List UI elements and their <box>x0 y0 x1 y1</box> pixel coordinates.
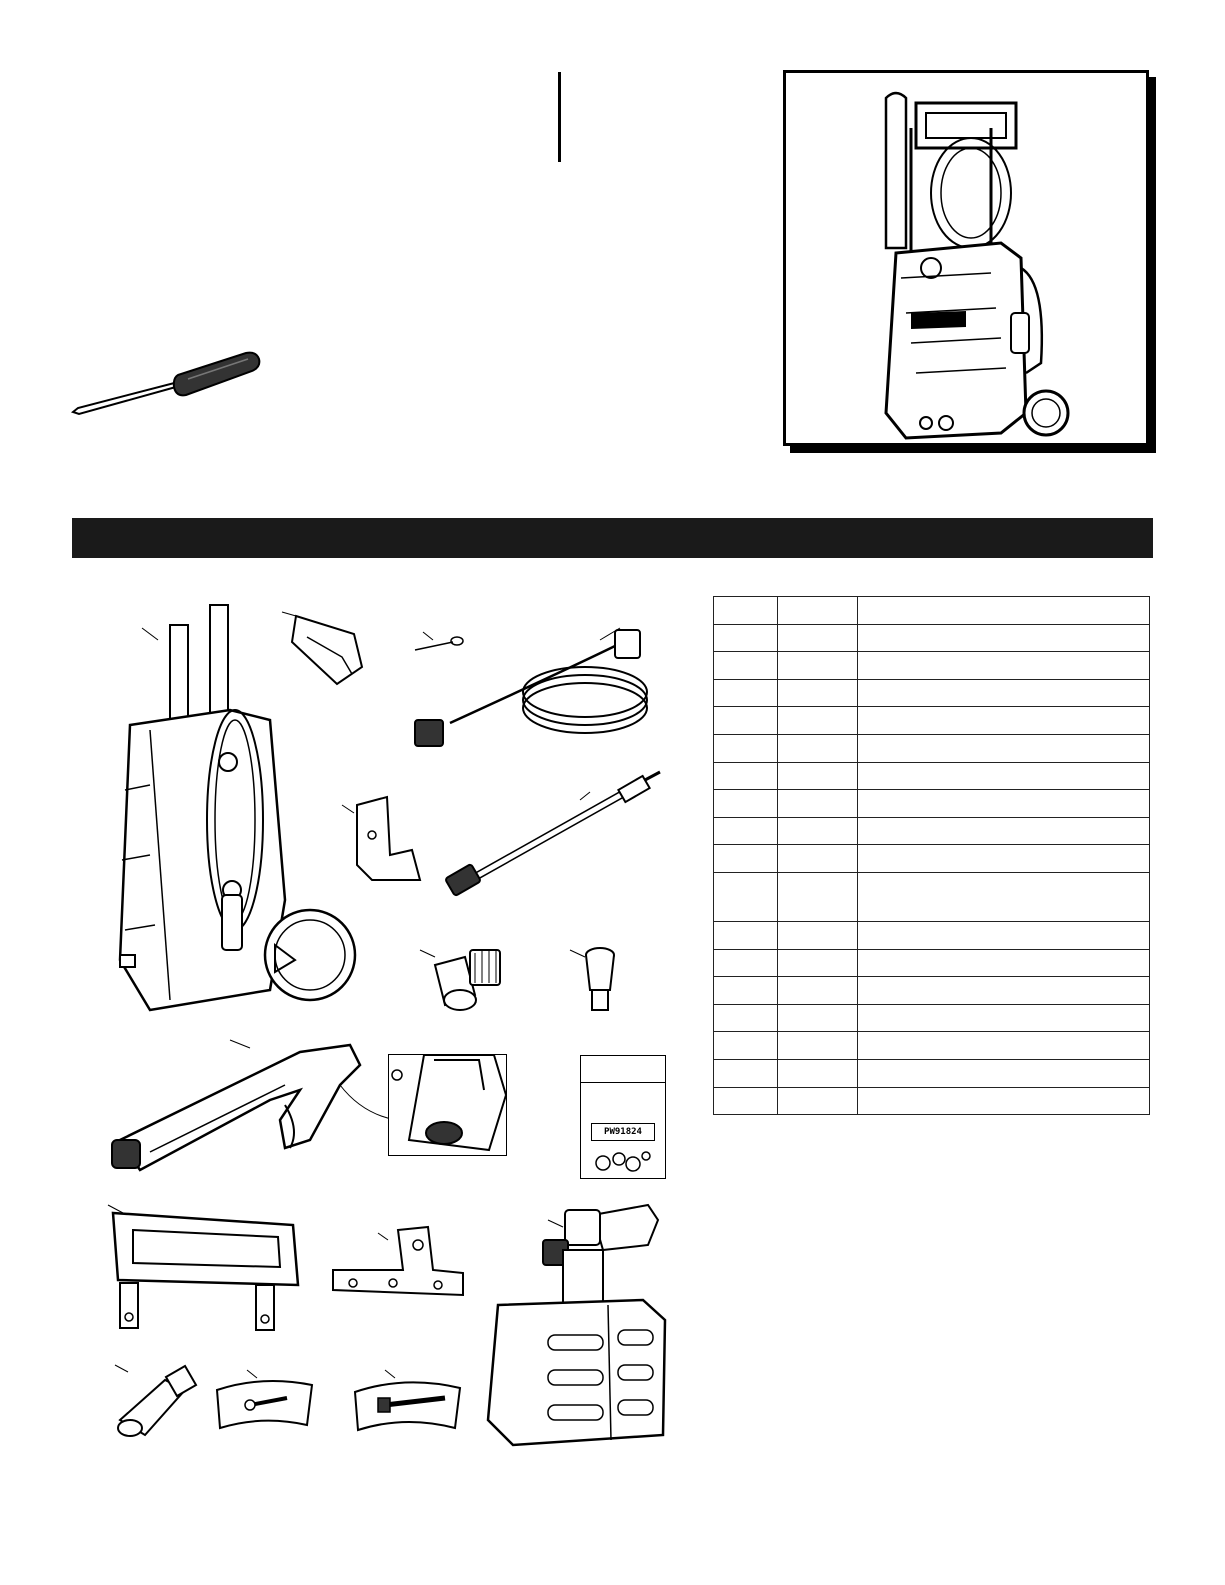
table-cell <box>778 624 858 652</box>
screw-bag-small-icon <box>212 1370 317 1430</box>
table-cell <box>714 1032 778 1060</box>
table-cell <box>778 977 858 1005</box>
table-cell <box>858 872 1150 921</box>
mounting-bracket-icon <box>333 1225 468 1310</box>
spray-gun-icon <box>110 1040 370 1175</box>
table-row <box>714 734 1150 762</box>
table-row <box>714 762 1150 790</box>
table-cell <box>778 845 858 873</box>
table-cell <box>714 977 778 1005</box>
table-cell <box>858 707 1150 735</box>
table-cell <box>714 597 778 625</box>
table-row <box>714 679 1150 707</box>
table-cell <box>778 1032 858 1060</box>
table-cell <box>858 845 1150 873</box>
table-cell <box>778 762 858 790</box>
table-cell <box>858 1004 1150 1032</box>
table-cell <box>778 921 858 949</box>
table-cell <box>858 977 1150 1005</box>
parts-list-table <box>713 596 1150 1115</box>
table-row <box>714 817 1150 845</box>
table-cell <box>778 949 858 977</box>
table-row <box>714 872 1150 921</box>
table-row <box>714 949 1150 977</box>
table-cell <box>858 1059 1150 1087</box>
parts-bag-label: PW91824 <box>591 1123 655 1141</box>
table-row <box>714 1004 1150 1032</box>
quick-connect-nozzle-icon <box>570 945 630 1015</box>
table-cell <box>714 1004 778 1032</box>
table-cell <box>714 1087 778 1115</box>
table-row <box>714 1087 1150 1115</box>
table-cell <box>778 872 858 921</box>
table-row <box>714 977 1150 1005</box>
table-cell <box>858 790 1150 818</box>
divider-line <box>558 72 561 162</box>
table-cell <box>778 817 858 845</box>
table-cell <box>714 707 778 735</box>
screwdriver-icon <box>70 345 270 420</box>
table-cell <box>714 734 778 762</box>
trigger-lock-icon <box>389 1055 506 1155</box>
table-cell <box>858 921 1150 949</box>
o-rings-icon <box>593 1148 653 1173</box>
table-cell <box>858 1032 1150 1060</box>
hose-clip-icon <box>282 612 372 692</box>
table-cell <box>858 734 1150 762</box>
table-cell <box>858 652 1150 680</box>
spray-wand-icon <box>445 772 670 897</box>
table-cell <box>714 872 778 921</box>
table-cell <box>778 652 858 680</box>
handle-icon <box>108 1205 303 1335</box>
table-cell <box>714 1059 778 1087</box>
table-cell <box>714 949 778 977</box>
table-row <box>714 707 1150 735</box>
section-banner <box>72 518 1153 558</box>
table-cell <box>858 1087 1150 1115</box>
table-cell <box>714 845 778 873</box>
table-cell <box>714 817 778 845</box>
parts-bag <box>580 1055 666 1179</box>
table-header-row <box>714 597 1150 625</box>
table-row <box>714 790 1150 818</box>
table-row <box>714 845 1150 873</box>
table-cell <box>714 790 778 818</box>
table-cell <box>778 1087 858 1115</box>
table-cell <box>714 652 778 680</box>
table-row <box>714 624 1150 652</box>
high-pressure-hose-icon <box>410 628 655 753</box>
table-cell <box>778 707 858 735</box>
table-row <box>714 652 1150 680</box>
table-cell <box>858 949 1150 977</box>
detergent-tank-icon <box>483 1205 673 1450</box>
adapter-fitting-icon <box>420 945 515 1020</box>
pressure-washer-icon <box>871 83 1071 443</box>
turbo-nozzle-icon <box>110 1360 205 1440</box>
table-cell <box>778 1059 858 1087</box>
table-cell <box>714 624 778 652</box>
table-cell <box>778 1004 858 1032</box>
table-cell <box>714 762 778 790</box>
table-cell <box>778 597 858 625</box>
table-row <box>714 1059 1150 1087</box>
table-cell <box>714 679 778 707</box>
table-cell <box>858 679 1150 707</box>
detail-inset <box>388 1054 507 1156</box>
table-cell <box>778 734 858 762</box>
table-cell <box>858 762 1150 790</box>
table-row <box>714 921 1150 949</box>
bolt-bag-icon <box>350 1370 465 1432</box>
parts-bag-seal <box>581 1082 665 1083</box>
table-cell <box>858 624 1150 652</box>
table-cell <box>778 790 858 818</box>
table-cell <box>714 921 778 949</box>
table-row <box>714 1032 1150 1060</box>
table-cell <box>858 817 1150 845</box>
product-image-frame <box>783 70 1149 446</box>
table-cell <box>778 679 858 707</box>
table-cell <box>858 597 1150 625</box>
bracket-icon <box>342 795 422 885</box>
